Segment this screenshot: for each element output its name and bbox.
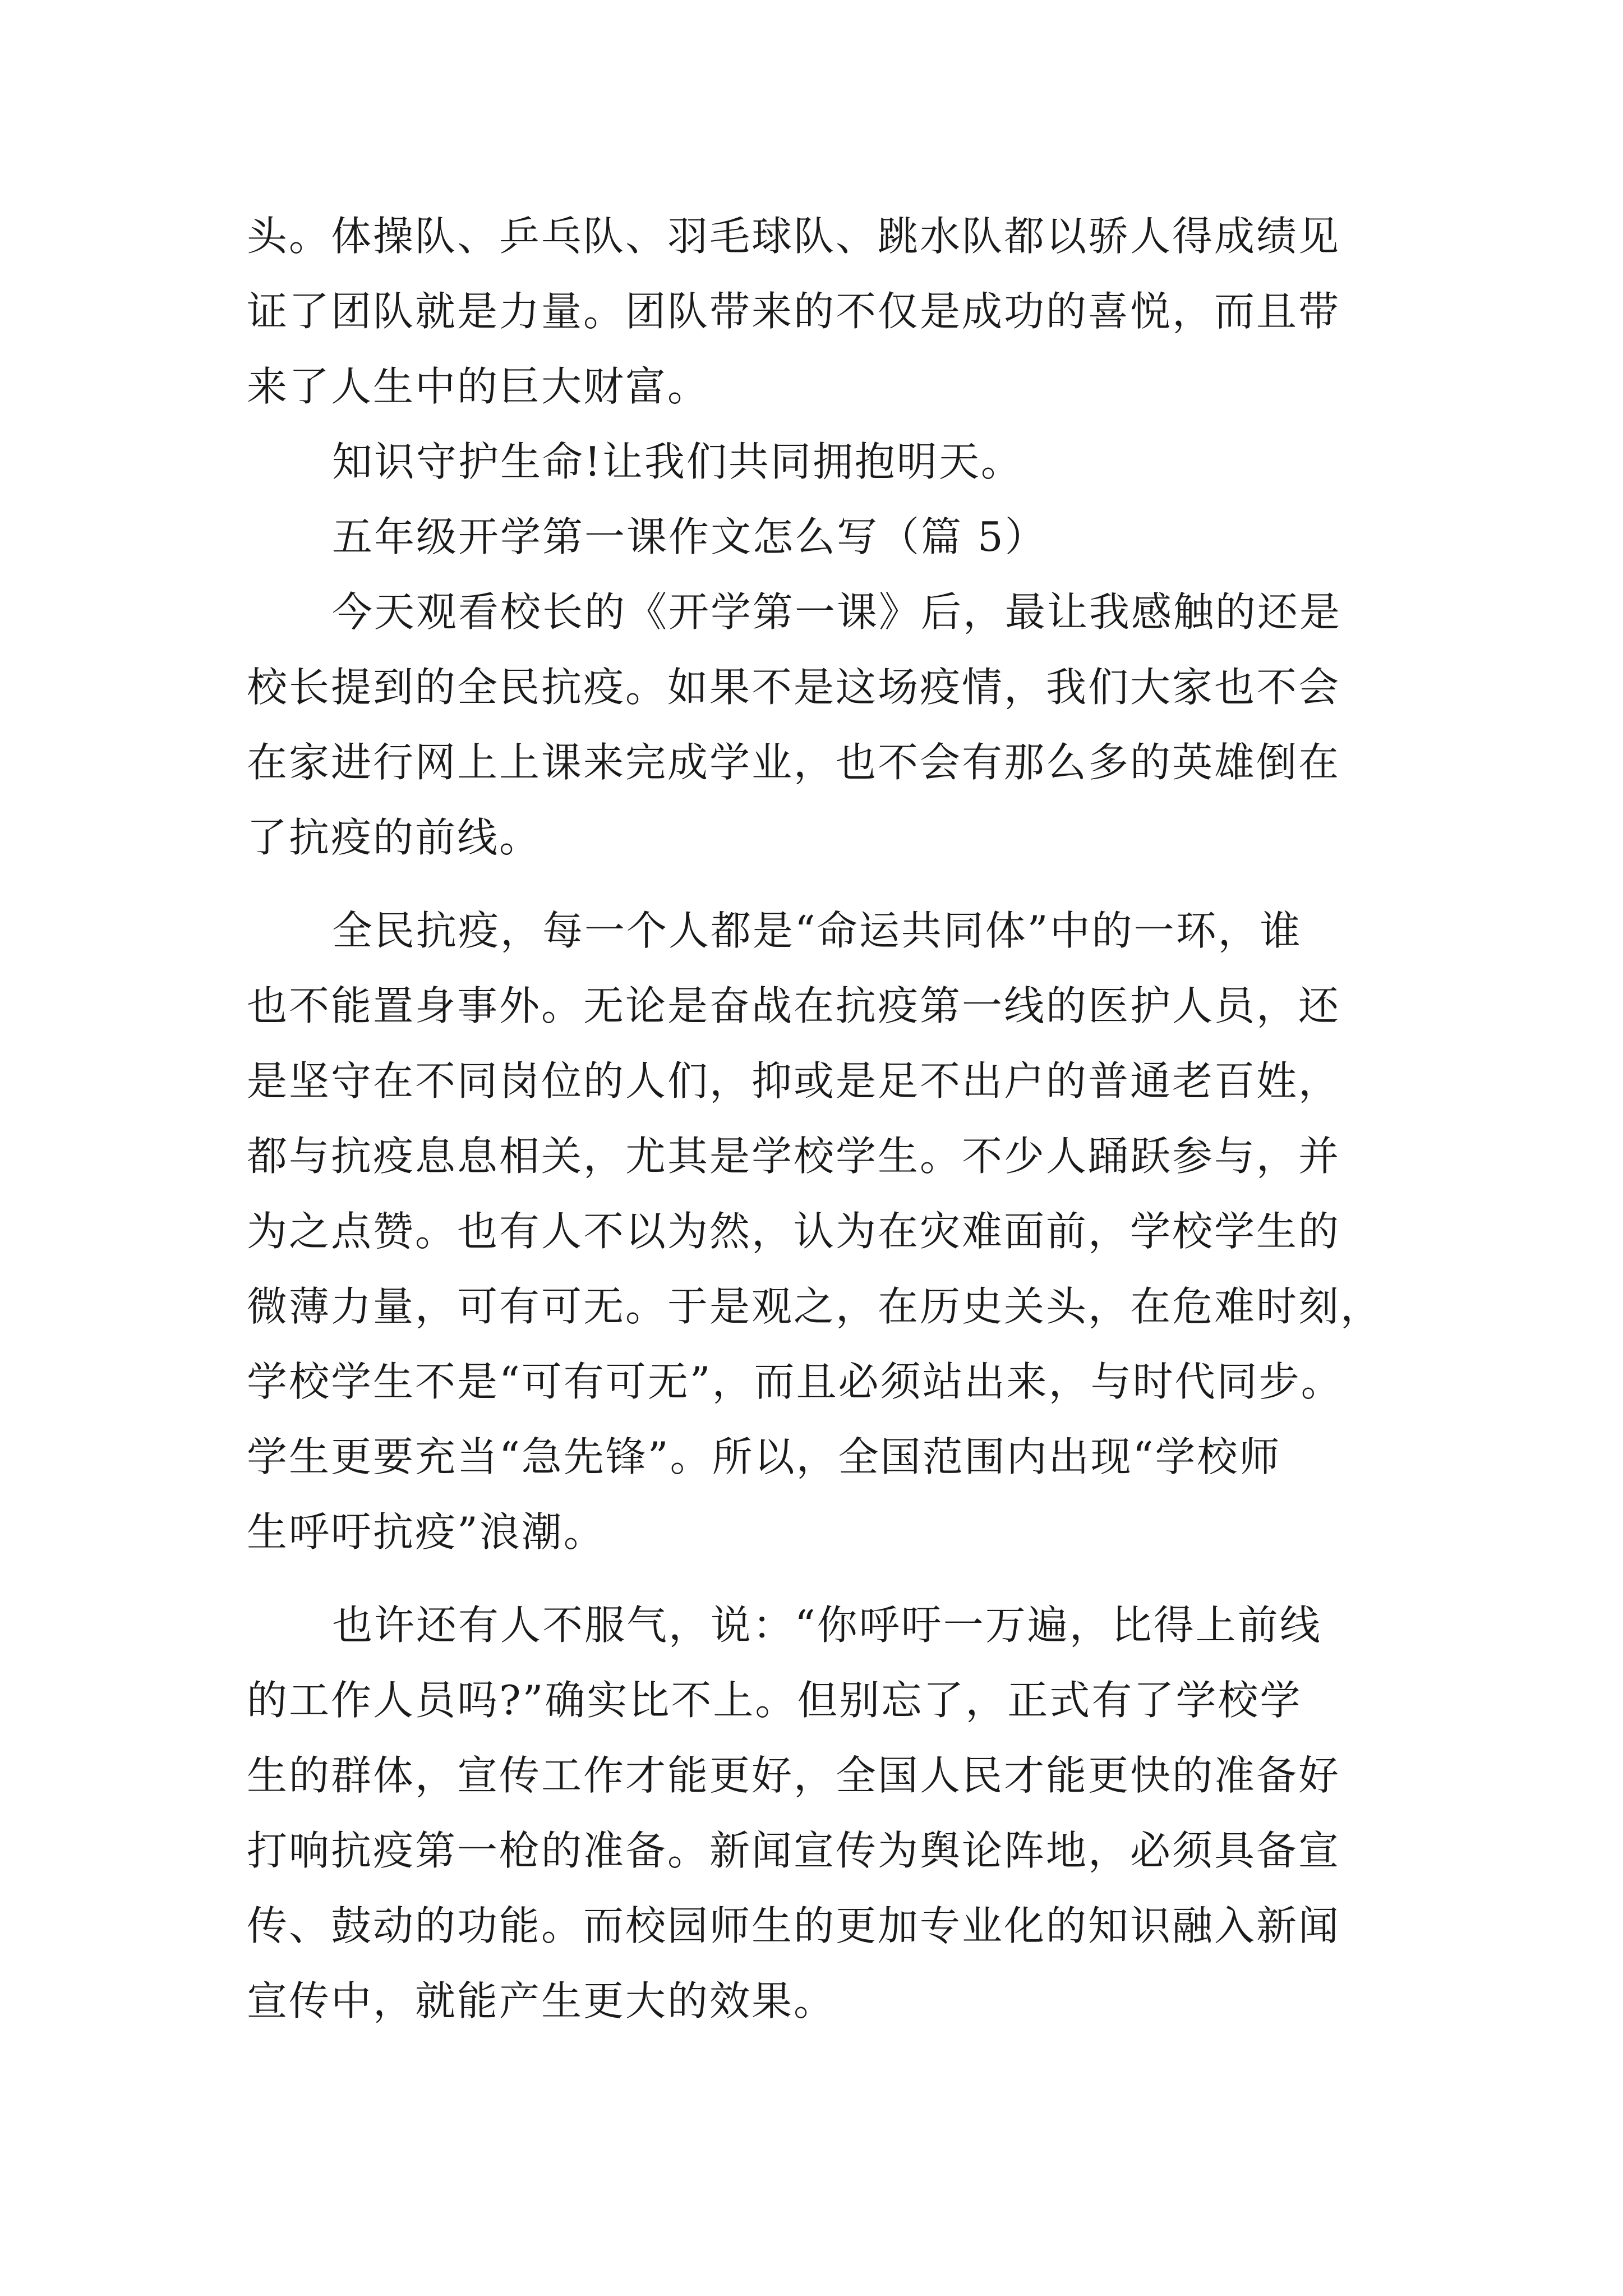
document-body	[247, 199, 1391, 2039]
text-line: 来了人生中的巨大财富。	[247, 363, 710, 410]
text-line: 的工作人员吗?”确实比不上。但别忘了，正式有了学校学	[247, 1677, 1302, 1724]
text-line: 传、鼓动的功能。而校园师生的更加专业化的知识融入新闻	[247, 1902, 1341, 1949]
text-line: 了抗疫的前线。	[247, 814, 542, 861]
text-line: 学校学生不是“可有可无”，而且必须站出来，与时代同步。	[247, 1358, 1343, 1405]
paragraph-line: 全民抗疫，每一个人都是“命运共同体”中的一环，谁	[332, 907, 1302, 954]
text-line: 校长提到的全民抗疫。如果不是这场疫情，我们大家也不会	[247, 664, 1341, 711]
text-line: 宣传中，就能产生更大的效果。	[247, 1977, 836, 2024]
text-line: 生呼吁抗疫”浪潮。	[247, 1508, 606, 1556]
text-line: 在家进行网上上课来完成学业，也不会有那么多的英雄倒在	[247, 739, 1341, 786]
paragraph-line: 也许还有人不服气，说：“你呼吁一万遍，比得上前线	[332, 1602, 1322, 1649]
text-line: 微薄力量，可有可无。于是观之，在历史关头，在危难时刻，	[247, 1283, 1383, 1330]
text-line: 学生更要充当“急先锋”。所以，全国范围内出现“学校师	[247, 1433, 1281, 1480]
section-heading: 五年级开学第一课作文怎么写（篇 5）	[332, 513, 1047, 560]
text-line: 证了团队就是力量。团队带来的不仅是成功的喜悦，而且带	[247, 288, 1341, 335]
text-line: 打响抗疫第一枪的准备。新闻宣传为舆论阵地，必须具备宣	[247, 1827, 1341, 1874]
text-line: 都与抗疫息息相关，尤其是学校学生。不少人踊跃参与，并	[247, 1133, 1341, 1180]
text-line: 是坚守在不同岗位的人们，抑或是足不出户的普通老百姓，	[247, 1057, 1341, 1105]
text-line: 头。体操队、乒乓队、羽毛球队、跳水队都以骄人得成绩见	[247, 213, 1341, 260]
text-line: 为之点赞。也有人不以为然，认为在灾难面前，学校学生的	[247, 1208, 1341, 1255]
text-line: 也不能置身事外。无论是奋战在抗疫第一线的医护人员，还	[247, 982, 1341, 1029]
text-line: 生的群体，宣传工作才能更好，全国人民才能更快的准备好	[247, 1752, 1341, 1799]
paragraph-line: 知识守护生命!让我们共同拥抱明天。	[332, 438, 1023, 485]
paragraph-line: 今天观看校长的《开学第一课》后，最让我感触的还是	[332, 588, 1342, 636]
